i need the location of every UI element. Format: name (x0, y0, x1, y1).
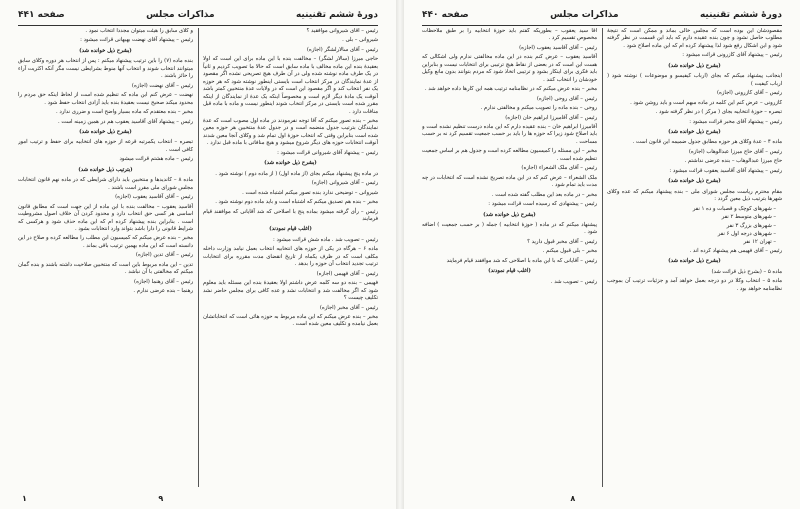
paragraph: رئیس – رأی گرفته میشود بماده پنج با اصلاحی که شد آقایانی که موافقند قیام فرمایند (203, 208, 378, 222)
paragraph: – شهرهای درجه اول ۶ نفر (717, 230, 776, 237)
paragraph: (بشرح ذیل خوانده شد) (483, 211, 536, 218)
paragraph: مخبر – این مسئله را کمیسیون مطالعه کرده است و جدول هم بر اساس جمعیت تنظیم شده است . (422, 148, 597, 162)
left-session-label: دورهٔ ششم تقنینیه (295, 10, 378, 20)
paragraph: رئیس – آقای سالارلشگر (اجازه) (306, 46, 378, 53)
right-column-rule (602, 28, 603, 487)
paragraph: ماده ۸ – کاندیدها و منتخبین باید دارای شرایطی که در ماده نهم قانون انتخابات مجلس شورای ملی مقرر است باشند . (18, 177, 193, 191)
paragraph: ملک الشعراء – عرض کنم که در این ماده تصریح نشده است که انتخابات در چه مدت باید تمام شود . (422, 174, 597, 189)
paragraph: رئیس – ماده هشتم قرائت میشود (119, 156, 193, 163)
paragraph: کازرونی – عرض کنم این کلمه در ماده مبهم است و باید روشن شود . (630, 99, 782, 106)
paragraph: و کلای سابق را هیئت میتوان مجدداً انتخاب نمود . (85, 28, 193, 34)
paragraph: رئیس – پیشنهاد آقای نهضت بهبهانی قرائت میشود : (80, 37, 193, 44)
paragraph: تبصره – حوزهٔ انتخابیه بجای ( مرکز ) در نظر گرفته شود . (655, 109, 782, 116)
paragraph: روحی – بنده ماده را تصویب میکنم و مخالفتی ندارم . (480, 105, 597, 112)
paragraph: رئیس – تصویب شد . ماده شش قرائت میشود : (273, 236, 378, 243)
paragraph: ماده ۴ – عدهٔ وکلای هر حوزه مطابق جدول ضمیمه این قانون است . (632, 139, 782, 146)
left-page (0, 0, 396, 509)
right-page (404, 0, 800, 509)
right-running-header (422, 8, 782, 26)
left-folio: ۹ (158, 494, 164, 503)
paragraph: شیروانی – بلی . (342, 37, 378, 44)
book-gutter (396, 0, 404, 509)
right-title: مذاکرات مجلس (550, 10, 619, 20)
paragraph: تبصره – انتخاب یکمرتبه قرعه از حوزه های انتخابیه برای حفظ و ترتیب امور کافی است . (18, 139, 193, 153)
right-session-label: دورهٔ ششم تقنینیه (699, 10, 782, 20)
left-title: مذاکرات مجلس (146, 10, 215, 20)
paragraph: (اغلب قیام نمودند) (488, 268, 531, 275)
paragraph: آقاسید یعقوب – عرض کنم بنده در این ماده مخالفتی ندارم ولی اشکالی که هست این است که در بعضی از نقاط هیچ ترتیبی برای انتخابات نیست و بنابراین باید فکری برای اینکار بشود و ترتیبی اتخاذ شود که مردم بتوانند بدون مانع وکیل خودشان را انتخاب کنند . (422, 54, 597, 83)
paragraph: رئیس – پیشنهاد آقای مخبر قرائت میشود : (689, 118, 782, 125)
paragraph: مخبر – بلی قبول میکنم . (542, 248, 597, 255)
paragraph: حاج میرزا عبدالوهاب – بنده عرضی نداشتم . (684, 158, 782, 165)
paragraph: – شهرهای متوسط ۲ نفر (721, 214, 776, 221)
paragraph: مخبر – بنده تصور میکنم که آقا توجه نفرمودند در ماده اول مصوب است که عدهٔ نمایندگان بترتیب جدول منضمه است و در جدول عدهٔ منتخبین هر حوزه معین شده است بنابراین وقتی که انتخاب حوزهٔ اول تمام شد و وکلای آنجا معین شدند آنوقت انتخابات حوزه های دیگر شروع میشود و هیچ منافاتی با ماده قبل ندارد . (203, 117, 378, 147)
paragraph: بنده ماده (۷) را باین ترتیب پیشنهاد میکنم : پس از انتخاب هر دوره وکلای سابق میتوانند انتخاب شوند و انتخاب آنها منوط بشرایطی نیست مگر آنکه اکثریت آراء را حائز باشند . (18, 58, 193, 80)
paragraph: مقصودشان این بوده است که مجلس خالی بماند و ممکن است که نتیجهٔ مطلوب حاصل نشود و چون بنده عقیده دارم که باید این قسمت در نظر گرفته شود و این اشکال رفع شود لذا پیشنهاد کرده ام که این ماده اصلاح شود . (607, 28, 782, 49)
paragraph: – شهرهای بزرگ ۳ نفر (726, 222, 776, 229)
paragraph: رئیس – آقای رهنما (اجازه) (134, 278, 193, 285)
paragraph: در ماده پنج پیشنهاد میکنم بجای (از ماده اول) ( از ماده دوم ) نوشته شود . (215, 170, 378, 177)
paragraph: رئیس – پیشنهادی که رسیده است قرائت میشود : (488, 201, 597, 208)
paragraph: (بشرح ذیل خوانده شد) (668, 62, 721, 69)
paragraph: رئیس – آقای فهیمی هم پیشنهاد کرده اند . (689, 247, 782, 254)
paragraph: رئیس – آقای کازرونی (اجازه) (716, 90, 782, 97)
paragraph: مخبر – بنده عرض میکنم که این ماده مربوط به حوزه هائی است که انتخاباتشان بعمل نیامده و تکلیف معین شده است . (203, 313, 378, 328)
paragraph: رئیس – آقایانی که با این ماده با اصلاحی که شد موافقند قیام فرمایند (446, 257, 597, 264)
paragraph: رئیس – آقای روحی (اجازه) (536, 95, 597, 102)
paragraph: رهنما – بنده عرضی ندارم . (133, 288, 193, 295)
paragraph: (بشرح ذیل خوانده شد) (668, 178, 721, 185)
right-page-left-column (422, 28, 597, 487)
paragraph: رئیس – پیشنهاد آقای شیروانی قرائت میشود : (277, 149, 378, 156)
paragraph: رئیس – پیشنهاد آقای آقاسید یعقوب قرائت میشود : (669, 167, 782, 174)
paragraph: (بشرح ذیل خوانده شد) (79, 47, 132, 54)
paragraph: مخبر – بنده عرض میکنم که کمیسیون این مطلب را مطالعه کرده و صلاح در این دانسته است که این ماده بهمین ترتیب باقی بماند . (18, 235, 193, 249)
left-page-number: صفحه ۴۴۱ (18, 10, 65, 20)
paragraph: رئیس – تصویب شد . (550, 278, 597, 285)
paragraph: شیروانی – توضیحی ندارد بنده تصور میکنم اشتباه شده است . (242, 189, 378, 196)
paragraph: مخبر – بنده هم تصدیق میکنم که اشتباه است و باید ماده دوم نوشته شود . (215, 199, 378, 206)
right-folio: ۸ (570, 494, 576, 503)
paragraph: رئیس – آقای تدین (اجازه) (135, 252, 193, 259)
paragraph: آقامیرزا ابراهیم خان – بنده عقیده دارم که این ماده درست تنظیم نشده است و باید اصلاح شود زیرا که حوزه ها را باید بر حسب جمعیت تقسیم کرد نه بر حسب مساحت . (422, 123, 597, 145)
left-page-left-column (18, 28, 193, 487)
paragraph: – شهرهای کوچک و قصبات و ده ۱ نفر (692, 205, 776, 212)
paragraph: حاجی میرزا (سالار لشگر) – مخالفت بنده با این ماده برای این است که اولا بعقیدهٔ بنده این ماده مخالف با ماده سابق است که حالا ما تصویب کردیم و ثانیاً در یک طرف ماده نوشته شده ولی در آن طرف هیچ تصریحی نشده اگر مقصود از عدهٔ نمایندگان در مرکز انتخاب است بایستی اینطور نوشته شود که هر حوزه یک نفر انتخاب کند و اگر مقصود این است که در ولایات عدهٔ منتخبین کمتر باشد آنوقت یک مادهٔ دیگر لازم است و مخصوصاً اینکه یک عدهٔ از نمایندگان از اینکه مقرر شده است بایستی در مرکز انتخاب شوند اینطور نیست و ماده با ماده قبل منافات دارد . (203, 56, 378, 115)
paragraph: رئیس – آقای شیروانی (اجازه) (311, 180, 378, 187)
paragraph: مخبر – بنده معتقدم که ماده بسیار واضح است و ضرری ندارد . (56, 109, 193, 116)
paragraph: مخبر – در ماده بعد این مطلب گفته شده است . (491, 191, 597, 198)
paragraph: رئیس – آقای نهضت (اجازه) (131, 82, 193, 89)
left-folio-secondary: ۱ (22, 494, 27, 503)
paragraph: رئیس – پیشنهاد آقای کازرونی قرائت میشود : (682, 52, 782, 59)
paragraph: (بشرح ذیل خوانده شد) (264, 160, 317, 167)
paragraph: اینجانب پیشنهاد میکنم که بجای (ارباب کیفیسو و موضوعات ) نوشته شود ( ارباب کیفیت ) (607, 73, 782, 87)
paragraph: آقاسید یعقوب – مخالفت بنده با این ماده از این جهت است که مطابق قانون اساسی هر کسی حق انتخاب دارد و محدود کردن آن خلاف اصول مشروطیت است . بنابراین بنده پیشنهاد کرده ام که این ماده حذف شود و هرکسی که شرایط قانونی را دارا باشد بتواند وارد انتخابات بشود . (18, 203, 193, 232)
paragraph: مخبر – بنده عرض میکنم که در نظامنامه ترتیب همه این کارها داده خواهد شد . (424, 86, 597, 93)
left-running-header (18, 8, 378, 26)
paragraph: رئیس – آقای مخبر (اجازه) (319, 304, 378, 311)
paragraph: فهیمی – بنده دو سه کلمه عرض داشتم اولا بعقیدهٔ بنده این مسئله باید معلوم شود که اگر مخالفت شد و انتخابات نشد و عده کافی برای مجلس حاضر نشد تکلیف چیست ؟ (203, 280, 378, 302)
paragraph: رئیس – آقای مخبر قبول دارید ؟ (527, 238, 597, 245)
paragraph: رئیس – آقای حاج میرزا عبدالوهاب (اجازه) (688, 148, 782, 155)
paragraph: رئیس – آقای آقامیرزا ابراهیم خان (اجازه) (505, 114, 597, 121)
paragraph: (اغلب قیام نمودند) (269, 226, 312, 233)
paragraph: تدین – این ماده مربوط باین است که منتخبین صلاحیت داشته باشند و بنده گمان میکنم که مخالفتی با آن نباشد . (18, 261, 193, 276)
paragraph: رئیس – آقای شیروانی موافقید ؟ (306, 28, 378, 34)
paragraph: رئیس – آقای ملک الشعراء (اجازه) (521, 165, 597, 172)
paragraph: رئیس – پیشنهاد آقای آقاسید یعقوب هم در همین زمینه است . (58, 118, 193, 125)
right-page-right-column (607, 28, 782, 487)
paragraph: – تهران ۱۲ نفر (743, 239, 776, 246)
paragraph: ماده ۵ – (بشرح ذیل قرائت شد) (711, 268, 782, 275)
paragraph: (بشرح ذیل خوانده شد) (79, 128, 132, 135)
paragraph: (بشرح ذیل خوانده شد) (668, 258, 721, 265)
left-page-right-column (203, 28, 378, 487)
paragraph: رئیس – آقای آقاسید یعقوب (اجازه) (519, 44, 597, 51)
paragraph: پیشنهاد میکنم که در ماده ( حوزهٔ انتخابیه ) جمله ( بر حسب جمعیت ) اضافه شود . (422, 221, 597, 236)
paragraph: نهضت – عرض کنم این ماده که تنظیم شده است از لحاظ اینکه حق مردم را محدود میکند صحیح نیست بعقیدهٔ بنده باید آزادی انتخاب حفظ شود . (18, 92, 193, 106)
paragraph: مقام محترم ریاست مجلس شورای ملی – بنده پیشنهاد میکنم که عده وکلای شهرها بترتیب ذیل معین گردد : (607, 188, 782, 203)
paragraph: (بشرح ذیل خوانده شد) (668, 128, 721, 135)
paragraph: ماده ۵ – انتخاب وکلا در دو درجه بعمل خواهد آمد و جزئیات ترتیب آن بموجب نظامنامه خواهد بود . (607, 278, 782, 292)
left-column-rule (198, 28, 199, 487)
paragraph: ماده ۶ – هرگاه در یکی از حوزه های انتخابیه انتخاب بعمل نیامد وزارت داخله مکلف است که در ظرف یکماه از تاریخ انقضای مدت مقرره برای انتخابات ترتیب تجدید انتخاب آن حوزه را بدهد . (203, 246, 378, 268)
paragraph: رئیس – آقای آقاسید یعقوب (اجازه) (115, 194, 193, 201)
paragraph: آقا سید یعقوب – بطوریکه گفتم باید حوزهٔ انتخابیه را بر طبق ملاحظات مخصوص تقسیم کرد . (422, 28, 597, 42)
right-page-number: صفحه ۴۴۰ (422, 10, 469, 20)
paragraph: (بترتیب ذیل خوانده شد) (78, 166, 133, 173)
paragraph: رئیس – آقای فهیمی (اجازه) (316, 270, 378, 277)
